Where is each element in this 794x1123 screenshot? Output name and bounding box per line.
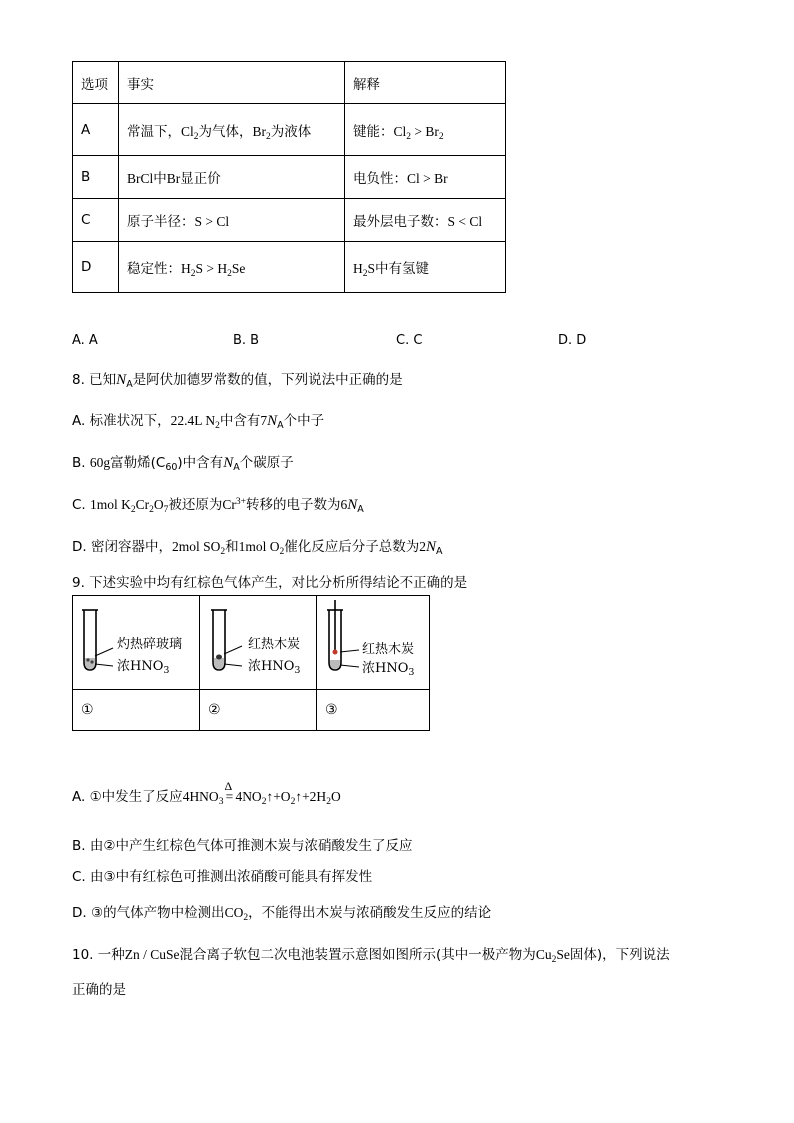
q8-option-c[interactable]: C. 1mol $K_2Cr_2O_7$被还原为$Cr^{3+}$转移的电子数为$6N_A$ xyxy=(72,497,364,515)
q9-option-b[interactable]: B. 由②中产生红棕色气体可推测木炭与浓硝酸发生了反应 xyxy=(72,838,413,854)
q9-option-c[interactable]: C. 由③中有红棕色可推测出浓硝酸可能具有挥发性 xyxy=(72,869,373,885)
q8-option-b[interactable]: B. 60g富勒烯$(C_{60})$中含有$N_A$个碳原子 xyxy=(72,455,294,473)
q7-table xyxy=(72,61,506,293)
header-fact: 事实 xyxy=(119,62,345,104)
q7-option-c[interactable]: C. C xyxy=(396,333,423,348)
reagent-top: 红热木炭 xyxy=(362,642,415,657)
q10-stem-line1: 10. 一种Zn / CuSe混合离子软包二次电池装置示意图如图所示(其中一极产物为$Cu_2Se$固体)，下列说法 xyxy=(72,947,670,965)
table-row xyxy=(73,156,506,199)
row-option: C xyxy=(73,199,119,242)
q7-option-b[interactable]: B. B xyxy=(233,333,260,348)
row-explain: 最外层电子数：S < Cl xyxy=(345,199,506,242)
experiment-2-label: ② xyxy=(200,690,317,731)
experiment-2-cell xyxy=(200,596,317,690)
experiment-3-label: ③ xyxy=(317,690,430,731)
reagent-top: 红热木炭 xyxy=(248,637,301,652)
table-row xyxy=(73,104,506,156)
experiment-1-label: ① xyxy=(73,690,200,731)
row-fact: 常温下，$Cl_2$为气体，$Br_2$为液体 xyxy=(119,104,345,156)
q9-experiment-table xyxy=(72,595,430,731)
q9-stem: 9. 下述实验中均有红棕色气体产生，对比分析所得结论不正确的是 xyxy=(72,575,468,591)
table-row xyxy=(73,199,506,242)
reagent-bottom: 浓$HNO_3$ xyxy=(248,659,301,676)
q8-option-d[interactable]: D. 密闭容器中，2mol $SO_2$和1mol $O_2$催化反应后分子总数为$2N_A$ xyxy=(72,539,443,557)
row-option: B xyxy=(73,156,119,199)
experiment-3-cell xyxy=(317,596,430,690)
q10-stem-line2: 正确的是 xyxy=(72,982,126,998)
row-explain: 键能：$Cl_2 > Br_2$ xyxy=(345,104,506,156)
reagent-bottom: 浓$HNO_3$ xyxy=(117,659,170,676)
q7-option-d[interactable]: D. D xyxy=(558,333,587,348)
table-header-row xyxy=(73,62,506,104)
q9-option-d[interactable]: D. ③的气体产物中检测出$CO_2$，不能得出木炭与浓硝酸发生反应的结论 xyxy=(72,905,492,923)
q8-stem: 8. 已知$N_A$是阿伏加德罗常数的值，下列说法中正确的是 xyxy=(72,372,403,390)
row-fact: 稳定性：$H_2S > H_2Se$ xyxy=(119,242,345,293)
row-option: A xyxy=(73,104,119,156)
reagent-top: 灼热碎玻璃 xyxy=(117,637,183,652)
q7-option-a[interactable]: A. A xyxy=(72,333,98,348)
header-explain: 解释 xyxy=(345,62,506,104)
row-explain: 电负性：Cl > Br xyxy=(345,156,506,199)
table-row xyxy=(73,242,506,293)
experiment-1-cell xyxy=(73,596,200,690)
reagent-bottom: 浓$HNO_3$ xyxy=(362,661,415,678)
row-fact: 原子半径：S > Cl xyxy=(119,199,345,242)
q9-option-a[interactable]: A. ①中发生了反应$4HNO_3$ Δ = $4NO_2↑+O_2↑+2H_2O$ xyxy=(72,779,341,807)
q8-option-a[interactable]: A. 标准状况下，22.4L $N_2$中含有$7N_A$个中子 xyxy=(72,413,325,431)
row-explain: $H_2S$中有氢键 xyxy=(345,242,506,293)
row-option: D xyxy=(73,242,119,293)
header-option: 选项 xyxy=(73,62,119,104)
row-fact: BrCl中Br显正价 xyxy=(119,156,345,199)
